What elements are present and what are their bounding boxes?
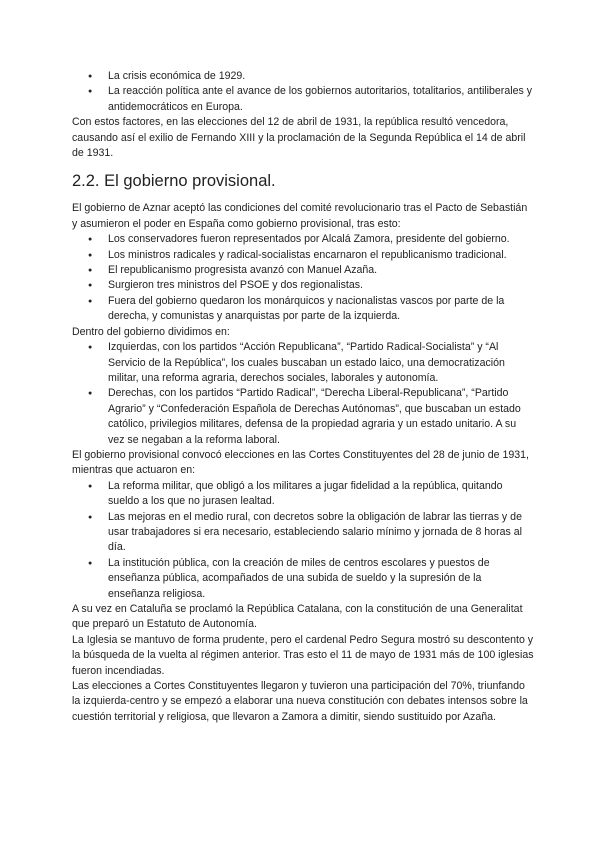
document-page <box>72 69 534 725</box>
paragraph-iglesia: La Iglesia se mantuvo de forma prudente, pero el cardenal Pedro Segura mostró su descontento y la búsqueda de la vuelta al régimen anterior. Tras esto el 11 de mayo de 1931 más de 100 iglesias fueron incendiadas. <box>72 633 534 677</box>
division-bullet-list <box>72 340 534 448</box>
list-item: ● Los conservadores fueron representados por Alcalá Zamora, presidente del gobierno. <box>72 232 534 247</box>
list-item: ● La reacción política ante el avance de los gobiernos autoritarios, totalitarios, antiliberales y antidemocráticos en Europa. <box>72 84 534 115</box>
paragraph-cataluna: A su vez en Cataluña se proclamó la República Catalana, con la constitución de una Generalitat que preparó un Estatuto de Autonomía. <box>72 603 523 631</box>
paragraph-elecciones: El gobierno provisional convocó elecciones en las Cortes Constituyentes del 28 de junio de 1931, mientras que actuaron en: <box>72 448 529 477</box>
list-item: ● Fuera del gobierno quedaron los monárquicos y nacionalistas vascos por parte de la derecha, y comunistas y anarquistas por parte de la izquierda. <box>72 294 534 325</box>
paragraph-dentro: Dentro del gobierno dividimos en: <box>72 325 230 338</box>
intro-bullet-list <box>72 69 534 115</box>
list-item: ● La institución pública, con la creación de miles de centros escolares y puestos de enseñanza pública, acompañados de una subida de sueldo y la supresión de la enseñanza religiosa. <box>72 556 534 602</box>
list-item: ● Izquierdas, con los partidos “Acción Republicana”, “Partido Radical-Socialista” y “Al Servicio de la República”, los cuales buscaban un estado laico, una democratización militar, una reforma agraria, derechos sociales, laborales y autonomía. <box>72 340 534 386</box>
section-heading: 2.2. El gobierno provisional. <box>72 172 276 191</box>
paragraph-aznar: El gobierno de Aznar aceptó las condiciones del comité revolucionario tras el Pacto de Sebastián y asumieron el poder en España como gobierno provisional, tras esto: <box>72 202 528 230</box>
reforms-bullet-list <box>72 479 534 602</box>
list-item: ● El republicanismo progresista avanzó con Manuel Azaña. <box>72 263 534 278</box>
list-item: ● La reforma militar, que obligó a los militares a jugar fidelidad a la república, quitando sueldo a los que no jurasen lealtad. <box>72 479 534 510</box>
intro-paragraph: Con estos factores, en las elecciones del 12 de abril de 1931, la república resultó vencedora, causando así el exilio de Fernando XIII y la proclamación de la Segunda República el 14 de abril de 1931. <box>72 116 526 160</box>
paragraph-cortes: Las elecciones a Cortes Constituyentes llegaron y tuvieron una participación del 70%, triunfando la izquierda-centro y se empezó a elaborar una nueva constitución con debates intensos sobre la cuestión territorial y religiosa, que llevaron a Zamora a dimitir, siendo sustituido por Azaña. <box>72 680 528 723</box>
list-item: ● Derechas, con los partidos “Partido Radical”, “Derecha Liberal-Republicana”, “Partido Agrario” y “Confederación Española de Derechas Autónomas”, que buscaban un estado católico, privilegios militares, defensa de la propiedad agraria y un estado unitario. A su vez se negaban a la reforma laboral. <box>72 386 534 448</box>
list-item: ● Surgieron tres ministros del PSOE y dos regionalistas. <box>72 278 534 293</box>
government-bullet-list <box>72 232 534 324</box>
list-item: ● La crisis económica de 1929. <box>72 69 534 84</box>
list-item: ● Los ministros radicales y radical-socialistas encarnaron el republicanismo tradicional. <box>72 248 534 263</box>
list-item: ● Las mejoras en el medio rural, con decretos sobre la obligación de labrar las tierras y de usar trabajadores si era necesario, estableciendo salario mínimo y jornada de 8 horas al día. <box>72 510 534 556</box>
